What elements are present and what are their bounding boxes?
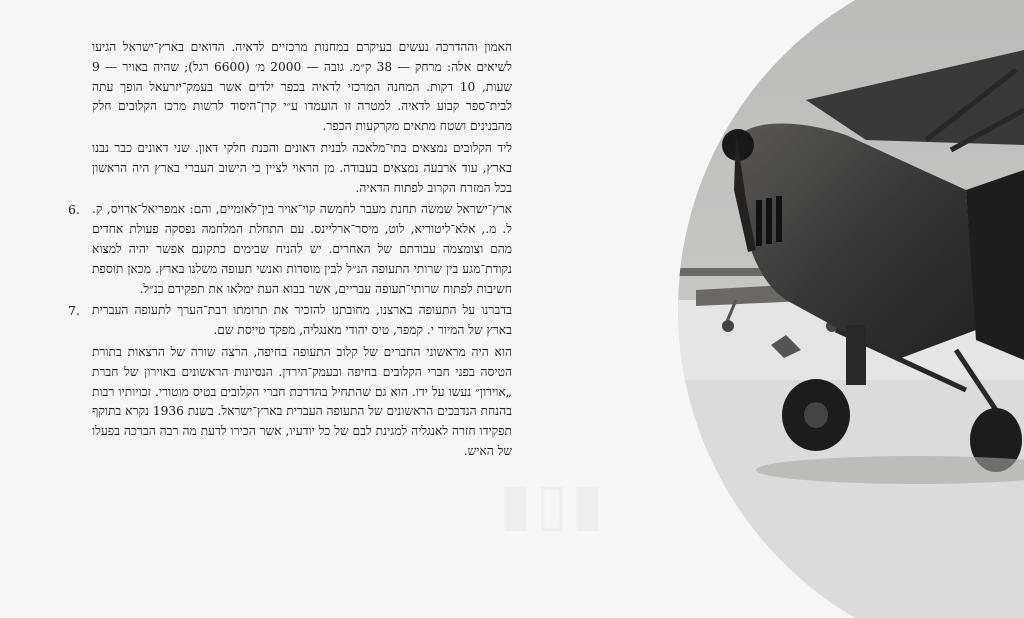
footnote-7-text: בדברנו על התעופה בארצנו, מחובתנו להזכיר את תרומתו רבת־הערך לתעופה העברית בארץ של המיור י. קמפר, טיס יהודי מאנגליה, מפקד טייסת שם. — [92, 303, 512, 338]
footnote-7 — [68, 301, 512, 341]
cowling-vents — [756, 196, 782, 246]
paragraph-training: האמון וההדרכה נעשים בעיקרם במחנות מרכזיים לדאיה. הדואים בארץ־ישראל הגיעו לשיאים אלה: מרחק — 38 ק״מ. גובה — 2000 מ׳ (6600 רגל); שהיה באויר — 9 שעות, 10 דקות. המחנה המרכזי לדאיה בכפר ילדים אשר בעמק־יזרעאל הופך עתה לבית־ספר קבוע לדאיה. למטרה זו הועמדו ע״י קרן־היסוד לרשות מרכז הקלובים חלק מהבנינים ושטח מתאים מקרקעות הכפר. — [92, 40, 512, 134]
article-text-column — [68, 38, 513, 464]
runway-ground — [676, 380, 1024, 618]
landing-gear-leg — [846, 325, 866, 385]
show-through-text: ▮▯▮ — [500, 470, 608, 538]
paragraph-kemper: הוא היה מראשוני החברים של קלוב התעופה בחיפה, הרצה שורה של הרצאות בתורת הטיסה בפני חברי הקלובים בחיפה ובעמק־הירדן. הנסיונות הראשונים באוירון של חברת „אוירון״ נעשו על ידו. הוא גם שהתחיל בהדרכת חברי הקלובים בטיס מוטורי. זכויותיו רבות בהנחת הנדבכים הראשונים של התעופה העברית בארץ־ישראל. בשנת 1936 נקרא בתוקף תפקידו חזרה לאנגליה למגינת לבם של כל יודעיו, אשר הכירו לדעת מה רבה הברכה בפעלו של האיש. — [92, 344, 513, 458]
paragraph-workshops: ליד הקלובים נמצאים בתי־מלאכה לבנית דאונים והכנת חלקי דאון. שני דאונים כבר נבנו בארץ, עוד ארבעה נמצאים בעבודה. מן הראוי לציין כי הישוב העברי בארץ היה הראשון בכל המזרח הקרוב לפתוח הדאיה. — [92, 140, 512, 195]
footnote-6 — [68, 200, 512, 299]
aircraft-photo-drawing — [676, 0, 1024, 618]
wheel-hub — [804, 402, 828, 428]
footnote-7-number: 7. — [68, 303, 80, 319]
footnote-6-number: 6. — [68, 202, 80, 218]
footnote-6-text: ארץ־ישראל שמשה תחנת מעבר לחמשה קוי־אויר בין־לאומיים, והם: אמפריאל־ארויס, ק. ל. מ., אלא־ליטוריא, לוט, מיסר־ארליינס. עם התחלת המלחמה נפסקה פעולת אחדים מהם וצומצמה עבודתם של האחרים. יש להניח שבימים כתקונם אפשר יהיה למצוא נקודת־מגע בין שרותי התעופה הנ״ל לבין מוסדות ואנשי תעופה משלנו בארץ. מכאן תוספת חשיבות לפתוח שרותי־תעופה עבריים, אשר בבוא העת ימלאו את תפקידם כנ״ל. — [92, 202, 512, 296]
aircraft-photograph — [676, 0, 1024, 618]
